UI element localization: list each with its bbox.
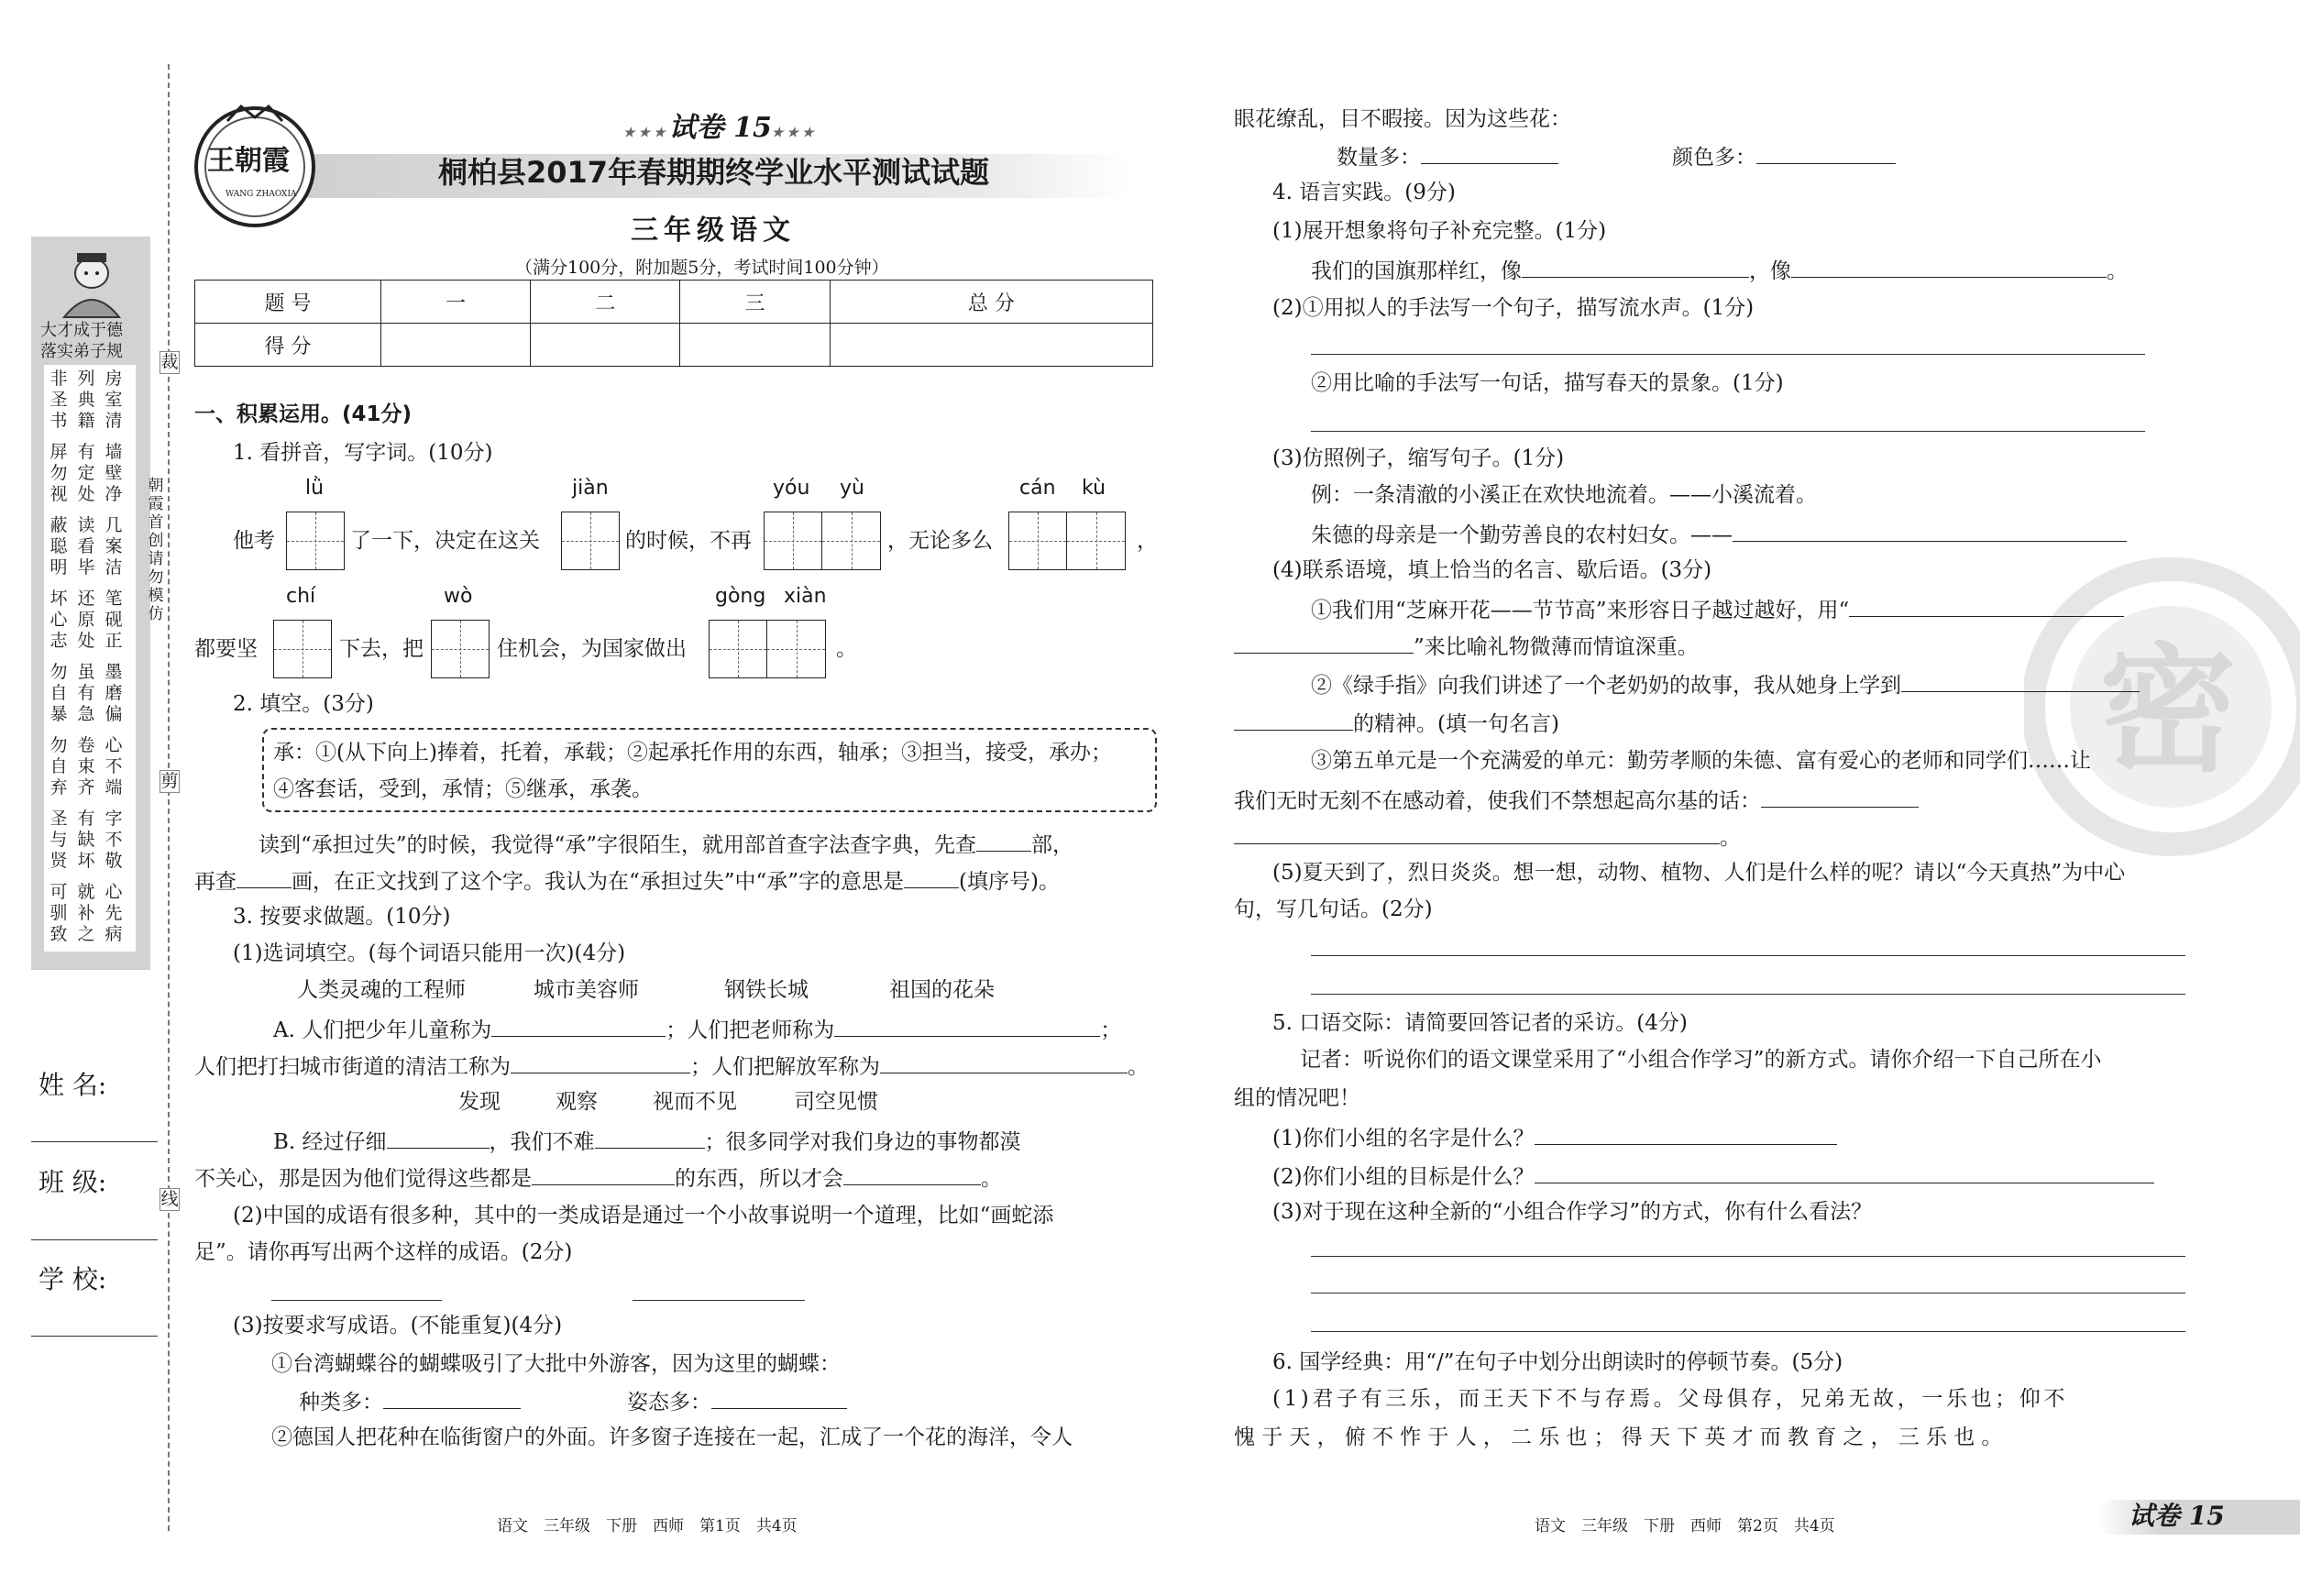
answer-blank[interactable] — [1733, 519, 2127, 542]
q6-line-2: 愧于天，俯不怍于人，二乐也；得天下英才而教育之，三乐也。 — [1234, 1425, 2009, 1449]
q3-text: 的东西，所以才会 — [675, 1167, 843, 1191]
question-3: 3. 按要求做题。(10分) — [233, 905, 451, 929]
q4-4b-line2 — [1234, 708, 1559, 739]
pinyin-label: cán — [1019, 477, 1056, 500]
page-footer-right: 语文 三年级 下册 西师 第2页 共4页 — [1535, 1517, 1835, 1535]
q3-3b: ②德国人把花种在临街窗户的外面。许多窗子连接在一起，汇成了一个花的海洋，令人 — [271, 1425, 1073, 1449]
q3-text: ；很多同学对我们身边的事物都漠 — [704, 1130, 1021, 1154]
q4-1-sentence — [1311, 255, 2128, 286]
q1-text: 他考 — [233, 529, 275, 553]
q3-text: 种类多： — [299, 1391, 383, 1414]
sidebar-rule-column: 卷束齐 — [77, 735, 95, 798]
answer-blank[interactable] — [1421, 141, 1558, 164]
q1-text: 下去，把 — [339, 637, 424, 661]
answer-blank[interactable] — [387, 1126, 490, 1149]
q4-2b: ②用比喻的手法写一句话，描写春天的景象。(1分) — [1311, 371, 1784, 395]
table-cell: 题 号 — [195, 281, 381, 324]
idiom-answer-line[interactable] — [271, 1300, 442, 1301]
name-field[interactable] — [31, 1141, 158, 1142]
sidebar-rule-column: 心先病 — [105, 882, 123, 944]
sidebar-rule-column: 有定处 — [77, 442, 95, 504]
pinyin-label: jiàn — [572, 477, 609, 500]
logo-subtext: WANG ZHAOXIA — [226, 190, 297, 199]
answer-blank[interactable] — [1234, 708, 1353, 731]
pinyin-label: kù — [1082, 477, 1106, 500]
question-5: 5. 口语交际：请简要回答记者的采访。(4分) — [1272, 1011, 1688, 1035]
name-label: 姓 名: — [39, 1070, 107, 1100]
q4-4c-line2 — [1234, 785, 1919, 816]
q3-text: ；人们把老师称为 — [666, 1018, 835, 1042]
q4-4a-line2 — [1234, 631, 1699, 662]
q3-A-line2 — [194, 1051, 1149, 1082]
fold-mark-cut-2: 剪 — [160, 771, 179, 791]
q4-3: (3)仿照例子，缩写句子。(1分) — [1272, 446, 1565, 470]
q3-2-line1: (2)中国的成语有很多种，其中的一类成语是通过一个小故事说明一个道理，比如“画蛇添 — [233, 1204, 1054, 1227]
answer-blank[interactable] — [904, 865, 959, 888]
word-option: 城市美容师 — [534, 978, 639, 1002]
page-footer-left: 语文 三年级 下册 西师 第1页 共4页 — [497, 1517, 798, 1535]
q4-1: (1)展开想象将句子补充完整。(1分) — [1272, 219, 1607, 243]
pinyin-label: yóu — [773, 477, 810, 500]
q1-text: 都要坚 — [194, 637, 258, 661]
q4-text: 。 — [2107, 259, 2128, 283]
sidebar-rule-column: 列典籍 — [77, 369, 95, 431]
sidebar-rule-column: 有缺坏 — [77, 809, 95, 871]
answer-blank[interactable] — [1849, 594, 2124, 617]
school-label: 学 校: — [39, 1264, 107, 1294]
q3-text: B. 经过仔细 — [273, 1130, 387, 1154]
score-table — [194, 280, 1153, 367]
q3-text: 数量多： — [1337, 146, 1421, 170]
q3-3a: ①台湾蝴蝶谷的蝴蝶吸引了大批中外游客，因为这里的蝴蝶： — [271, 1352, 841, 1376]
sidebar-rule-column: 蔽聪明 — [50, 515, 68, 578]
score-input[interactable] — [381, 324, 531, 367]
answer-blank[interactable] — [1761, 785, 1919, 808]
answer-blank[interactable] — [1522, 255, 1749, 278]
answer-blank[interactable] — [532, 1162, 675, 1185]
school-field[interactable] — [31, 1336, 158, 1337]
q4-4b-line1 — [1311, 669, 2140, 700]
q3-text: ； — [1100, 1018, 1122, 1042]
sidebar-motto-2: 落实弟子规 — [40, 342, 123, 361]
q2-paragraph — [194, 865, 1060, 897]
question-6: 6. 国学经典：用“/”在句子中划分出朗读时的停顿节奏。(5分) — [1272, 1350, 1843, 1374]
answer-blank[interactable] — [237, 865, 292, 888]
q5-text: (2)你们小组的目标是什么？ — [1272, 1165, 1535, 1189]
q3-text: 。 — [981, 1167, 1002, 1191]
sidebar-rule-column: 笔砚正 — [105, 589, 123, 651]
q4-5-line1: (5)夏天到了，烈日炎炎。想一想，动物、植物、人们是什么样的呢？请以“今天真热”为中心 — [1272, 861, 2126, 885]
sidebar-rule-column: 心不端 — [105, 735, 123, 798]
corner-tag: 试卷 15 — [2129, 1501, 2225, 1531]
q4-2: (2)①用拟人的手法写一个句子，描写流水声。(1分) — [1272, 296, 1755, 320]
scholar-illustration — [46, 246, 138, 319]
answer-blank[interactable] — [1535, 1122, 1837, 1145]
score-input[interactable] — [680, 324, 830, 367]
sidebar-rule-column: 还原处 — [77, 589, 95, 651]
q1-text: 。 — [836, 637, 857, 661]
word-option: 观察 — [556, 1090, 598, 1114]
answer-blank[interactable] — [976, 829, 1031, 852]
table-cell: 总 分 — [830, 281, 1152, 324]
class-field[interactable] — [31, 1239, 158, 1240]
answer-line[interactable] — [1311, 354, 2145, 355]
q3-3a-blanks — [299, 1386, 847, 1417]
q4-4a-line1 — [1311, 594, 2124, 625]
q2-text: 读到“承担过失”的时候，我觉得“承”字很陌生，就用部首查字法查字典，先查 — [259, 833, 977, 857]
q3-B-line1 — [273, 1126, 1021, 1157]
class-label: 班 级: — [39, 1167, 107, 1197]
sidebar-rule-column: 几案洁 — [105, 515, 123, 578]
q5-prompt-1: 记者：听说你们的语文课堂采用了“小组合作学习”的新方式。请你介绍一下自己所在小 — [1300, 1048, 2102, 1072]
score-input[interactable] — [531, 324, 680, 367]
word-option: 人类灵魂的工程师 — [297, 978, 466, 1002]
sidebar-rule-column: 墙壁净 — [105, 442, 123, 504]
sidebar-rule-column: 非圣书 — [50, 369, 68, 431]
table-cell: 二 — [531, 281, 680, 324]
table-cell: 得 分 — [195, 324, 381, 367]
answer-line[interactable] — [1311, 994, 2185, 995]
q3-text: ；人们把解放军称为 — [690, 1055, 880, 1079]
q1-text: 住机会，为国家做出 — [497, 637, 687, 661]
sidebar-motto-1: 大才成于德 — [40, 321, 123, 340]
q3-text: 人们把打扫城市街道的清洁工称为 — [194, 1055, 511, 1079]
question-4: 4. 语言实践。(9分) — [1272, 181, 1456, 204]
q3-1: (1)选词填空。(每个词语只能用一次)(4分) — [233, 941, 626, 965]
q3-text: 不关心，那是因为他们觉得这些都是 — [194, 1167, 532, 1191]
q4-text: 我们的国旗那样红，像 — [1311, 259, 1522, 283]
char-box[interactable] — [709, 620, 826, 678]
sidebar-rule-column: 圣与贤 — [50, 809, 68, 871]
q3-text: 姿态多： — [627, 1391, 711, 1414]
q4-text: 。 — [1720, 826, 1741, 850]
subject-title: 三年级语文 — [631, 215, 796, 247]
answer-line[interactable] — [1311, 955, 2185, 956]
word-option: 司空见惯 — [794, 1090, 878, 1114]
q4-text: ”来比喻礼物微薄而情谊深重。 — [1414, 635, 1699, 659]
fold-mark-cut: 裁 — [160, 352, 179, 372]
exam-title: 桐柏县2017年春期期终学业水平测试试题 — [438, 155, 990, 190]
table-cell: 三 — [680, 281, 830, 324]
char-box[interactable] — [561, 512, 620, 570]
q3-3b-blanks — [1337, 141, 1896, 172]
sidebar-rule-column: 勿自弃 — [50, 735, 68, 798]
pinyin-label: gòng — [715, 585, 766, 608]
q4-4: (4)联系语境，填上恰当的名言、歇后语。(3分) — [1272, 558, 1712, 582]
answer-blank[interactable] — [1234, 631, 1414, 654]
q1-text: ， — [1137, 529, 1158, 553]
q4-text: ①我们用“芝麻开花——节节高”来形容日子越过越好，用“ — [1311, 599, 1850, 622]
sidebar-rule-column: 字不敬 — [105, 809, 123, 871]
question-1: 1. 看拼音，写字词。(10分) — [233, 441, 493, 465]
question-2: 2. 填空。(3分) — [233, 692, 374, 716]
q4-text: ②《绿手指》向我们讲述了一个老奶奶的故事，我从她身上学到 — [1311, 674, 1901, 698]
q3-text: 颜色多： — [1672, 146, 1756, 170]
binding-dashed-line — [168, 64, 170, 1531]
word-option: 视而不见 — [653, 1090, 737, 1114]
answer-blank[interactable] — [1234, 821, 1720, 844]
q1-text: 的时候，不再 — [625, 529, 752, 553]
answer-blank[interactable] — [1791, 255, 2107, 278]
q4-3-example: 例：一条清澈的小溪正在欢快地流着。——小溪流着。 — [1311, 483, 1817, 507]
answer-blank[interactable] — [1756, 141, 1896, 164]
q2-paragraph — [259, 829, 1073, 860]
q4-text: 朱德的母亲是一个勤劳善良的农村妇女。—— — [1311, 523, 1733, 547]
char-box[interactable] — [431, 620, 490, 678]
pinyin-label: wò — [444, 585, 473, 608]
sidebar-rule-column: 坏心志 — [50, 589, 68, 651]
q4-4c-line1: ③第五单元是一个充满爱的单元：勤劳孝顺的朱德、富有爱心的老师和同学们……让 — [1311, 749, 2091, 773]
table-cell: 一 — [381, 281, 531, 324]
char-box[interactable] — [764, 512, 881, 570]
pinyin-label: yù — [840, 477, 864, 500]
answer-blank[interactable] — [1901, 669, 2140, 692]
q5-text: (1)你们小组的名字是什么？ — [1272, 1127, 1535, 1150]
exam-note: （满分100分，附加题5分，考试时间100分钟） — [515, 258, 889, 278]
table-row — [195, 281, 1153, 324]
q4-text: 我们无时无刻不在感动着，使我们不禁想起高尔基的话： — [1234, 789, 1761, 813]
idiom-answer-line[interactable] — [633, 1300, 805, 1301]
q4-text: ，像 — [1749, 259, 1791, 283]
q2-text: 画，在正文找到了这个字。我认为在“承担过失”中“承”字的意思是 — [292, 870, 905, 894]
q5-2 — [1272, 1161, 2154, 1192]
q3-A-line1 — [273, 1014, 1121, 1045]
q2-text: 部， — [1031, 833, 1074, 857]
answer-blank[interactable] — [491, 1014, 666, 1037]
q3-text: ，我们不难 — [489, 1130, 595, 1154]
answer-blank[interactable] — [843, 1162, 981, 1185]
q3-2-line2: 足”。请你再写出两个这样的成语。(2分) — [194, 1240, 573, 1264]
answer-blank[interactable] — [1535, 1161, 2154, 1183]
section-1-heading: 一、积累运用。(41分) — [194, 402, 413, 426]
watermark-char: 密 — [2099, 630, 2238, 791]
char-box[interactable] — [286, 512, 345, 570]
paper-number-text: 试卷 15 — [668, 112, 772, 144]
table-row — [195, 324, 1153, 367]
sidebar-rule-column: 虽有急 — [77, 662, 95, 724]
q3-B-line2 — [194, 1162, 1002, 1194]
q3-3: (3)按要求写成语。(不能重复)(4分) — [233, 1314, 563, 1337]
char-box[interactable] — [1008, 512, 1126, 570]
q5-3: (3)对于现在这种全新的“小组合作学习”的方式，你有什么看法？ — [1272, 1200, 1873, 1224]
q3-text: A. 人们把少年儿童称为 — [273, 1018, 492, 1042]
q4-3-question — [1311, 519, 2127, 550]
answer-line[interactable] — [1311, 1256, 2185, 1257]
q5-1 — [1272, 1122, 1837, 1153]
q6-line-1: (1)君子有三乐，而王天下不与存焉。父母俱存，兄弟无故，一乐也；仰不 — [1272, 1387, 2068, 1411]
sidebar-rule-column: 墨磨偏 — [105, 662, 123, 724]
sidebar-rule-column: 就补之 — [77, 882, 95, 944]
q2-text: 再查 — [194, 870, 237, 894]
pinyin-label: lǜ — [305, 477, 325, 500]
q4-5-line2: 句，写几句话。(2分) — [1234, 897, 1433, 921]
answer-blank[interactable] — [383, 1386, 521, 1409]
answer-blank[interactable] — [880, 1051, 1128, 1073]
pinyin-label: chí — [286, 585, 316, 608]
paper-number: ★★★试卷 15★★★ — [623, 112, 818, 144]
word-option: 钢铁长城 — [724, 978, 809, 1002]
sidebar-rule-column: 勿自暴 — [50, 662, 68, 724]
word-option: 发现 — [458, 1090, 501, 1114]
q2-text: (填序号)。 — [959, 870, 1060, 894]
pinyin-label: xiàn — [784, 585, 827, 608]
answer-line[interactable] — [1311, 431, 2145, 432]
word-option: 祖国的花朵 — [889, 978, 995, 1002]
q1-text: ，无论多么 — [887, 529, 993, 553]
answer-blank[interactable] — [595, 1126, 705, 1149]
answer-blank[interactable] — [834, 1014, 1100, 1037]
sidebar-rule-column: 可驯致 — [50, 882, 68, 944]
char-box[interactable] — [273, 620, 332, 678]
definition-line-1: 承：①(从下向上)捧着，托着，承载；②起承托作用的东西，轴承；③担当，接受，承办； — [273, 741, 1112, 765]
sidebar-rule-column: 读看毕 — [77, 515, 95, 578]
answer-line[interactable] — [1311, 1331, 2185, 1332]
sidebar-rules-panel — [44, 365, 136, 952]
score-input[interactable] — [830, 324, 1152, 367]
answer-blank[interactable] — [711, 1386, 847, 1409]
logo-text: 王朝霞 — [207, 145, 290, 177]
q4-text: 的精神。(填一句名言) — [1353, 712, 1559, 736]
q4-4c-line3 — [1234, 821, 1741, 853]
fold-mark-notice: 朝霞首创 请勿模仿 — [148, 477, 164, 623]
q1-text: 了一下，决定在这关 — [350, 529, 540, 553]
definition-line-2: ④客套话，受到，承情；⑤继承，承袭。 — [273, 777, 653, 801]
fold-mark-line: 线 — [160, 1189, 179, 1209]
q3-3b-cont: 眼花缭乱，目不暇接。因为这些花： — [1234, 107, 1571, 131]
sidebar-rule-column: 屏勿视 — [50, 442, 68, 504]
answer-blank[interactable] — [511, 1051, 690, 1073]
q3-text: 。 — [1128, 1055, 1149, 1079]
q5-prompt-2: 组的情况吧！ — [1234, 1086, 1360, 1110]
sidebar-rule-column: 房室清 — [105, 369, 123, 431]
